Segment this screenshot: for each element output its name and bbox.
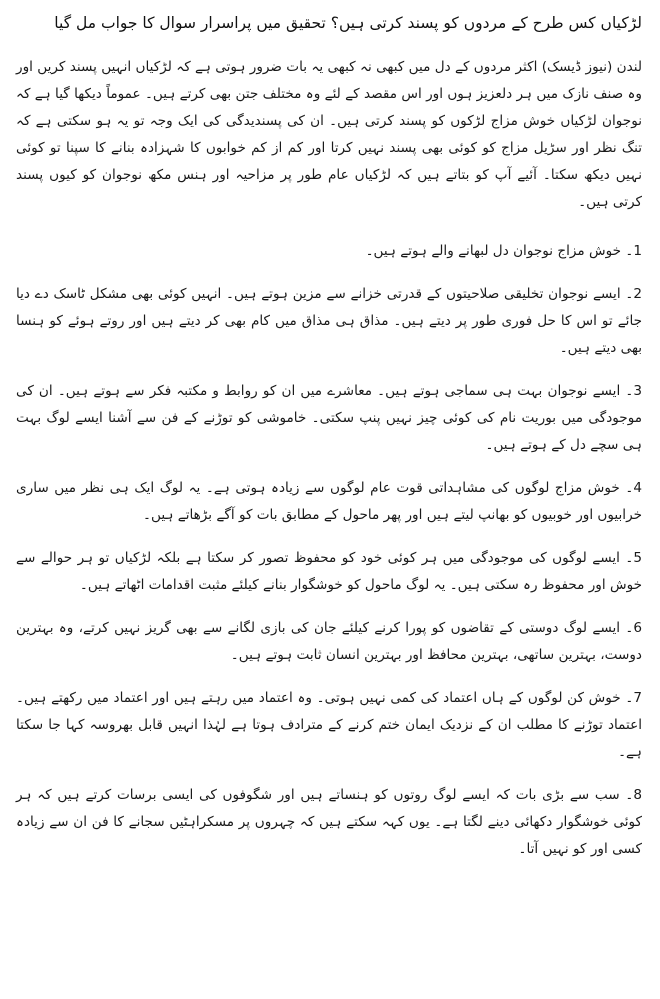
article-intro-paragraph: لندن (نیوز ڈیسک) اکثر مردوں کے دل میں کبھی نہ کبھی یہ بات ضرور ہوتی ہے کہ لڑکیاں انہیں پسند کریں اور وہ صنف نازک میں ہر دلعزیز ہوں اور اس مقصد کے لئے وہ مختلف جتن بھی کرتے ہیں۔ عموماً دیکھا گیا ہے کہ نوجوان لڑکیاں خوش مزاج لڑکوں کو پسند کرتی ہیں۔ ان کی پسندیدگی کی ایک وجہ تو یہ ہو سکتی ہے کہ تنگ نظر اور سڑیل مزاج کو کوئی بھی پسند نہیں کرتا اور کم از کم خوابوں کا شہزادہ بنانے کا سپنا تو کوئی نہیں دیکھ سکتا۔ آئیے آپ کو بتاتے ہیں کہ لڑکیاں عام طور پر مزاحیہ اور ہنس مکھ نوجوان کو کیوں پسند کرتی ہیں۔ [16, 59, 642, 210]
article-point-7: 7۔ خوش کن لوگوں کے ہاں اعتماد کی کمی نہیں ہوتی۔ وہ اعتماد میں رہتے ہیں اور اعتماد میں رکھتے ہیں۔ اعتماد توڑنے کا مطلب ان کے نزدیک ایمان ختم کرنے کے مترادف ہوتا ہے لہٰذا انہیں قابل بھروسہ کہا جا سکتا ہے۔ [16, 690, 642, 760]
article-point-5: 5۔ ایسے لوگوں کی موجودگی میں ہر کوئی خود کو محفوظ تصور کر سکتا ہے بلکہ لڑکیاں تو ہر حوالے سے خوش اور محفوظ رہ سکتی ہیں۔ یہ لوگ ماحول کو خوشگوار بنانے کیلئے مثبت اقدامات اٹھاتے ہیں۔ [16, 550, 642, 593]
article-point-3: 3۔ ایسے نوجوان بہت ہی سماجی ہوتے ہیں۔ معاشرے میں ان کو روابط و مکتبہ فکر سے ہوتے ہیں۔ ان کی موجودگی میں بوریت نام کی کوئی چیز نہیں پنپ سکتی۔ خاموشی کو توڑنے کے فن سے آشنا ایسے لوگ بہت ہی سچے دل کے ہوتے ہیں۔ [16, 383, 642, 453]
article-point-2: 2۔ ایسے نوجوان تخلیقی صلاحیتوں کے قدرتی خزانے سے مزین ہوتے ہیں۔ انہیں کوئی بھی مشکل ٹاسک دے دیا جائے تو اس کا حل فوری طور پر دیتے ہیں۔ مذاق ہی مذاق میں کام بھی کر دیتے ہیں اور روتے ہوئے کو ہنسا بھی دیتے ہیں۔ [16, 286, 642, 356]
article-point-4: 4۔ خوش مزاج لوگوں کی مشاہداتی قوت عام لوگوں سے زیادہ ہوتی ہے۔ یہ لوگ ایک ہی نظر میں ساری خرابیوں اور خوبیوں کو بھانپ لیتے ہیں اور پھر ماحول کے مطابق بات کو آگے بڑھاتے ہیں۔ [16, 480, 642, 523]
article-point-1: 1۔ خوش مزاج نوجوان دل لبھانے والے ہوتے ہیں۔ [365, 243, 642, 259]
article-point-6: 6۔ ایسے لوگ دوستی کے تقاضوں کو پورا کرنے کیلئے جان کی بازی لگانے سے بھی گریز نہیں کرتے، وہ بہترین دوست، بہترین ساتھی، بہترین محافظ اور بہترین انسان ثابت ہوتے ہیں۔ [16, 620, 642, 663]
article-title: لڑکیاں کس طرح کے مردوں کو پسند کرتی ہیں؟ تحقیق میں پراسرار سوال کا جواب مل گیا [54, 14, 642, 32]
article-point-8: 8۔ سب سے بڑی بات کہ ایسے لوگ روتوں کو ہنساتے ہیں اور شگوفوں کی ایسی برسات کرتے ہیں کہ ہر کوئی خوشگوار دکھائی دینے لگتا ہے۔ یوں کہہ سکتے ہیں کہ چہروں پر مسکراہٹیں سجانے کا فن ان سے زیادہ کسی اور کو نہیں آتا۔ [16, 787, 642, 857]
